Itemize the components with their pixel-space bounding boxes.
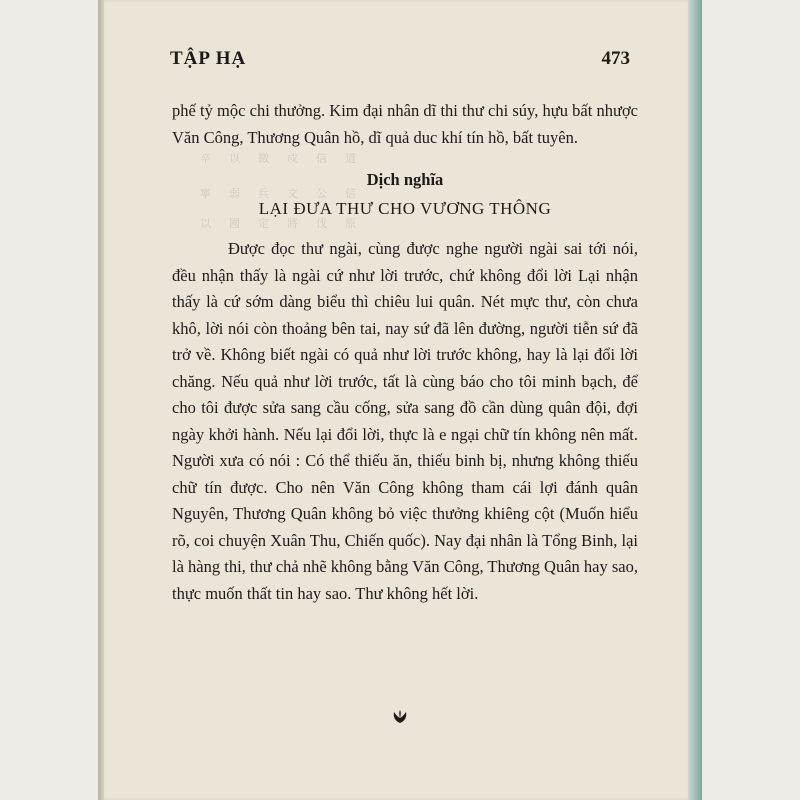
- page-number: 473: [601, 48, 630, 69]
- show-through-text: 卒 以 徵 戍 信 道: [200, 152, 356, 165]
- section-title: LẠI ĐƯA THƯ CHO VƯƠNG THÔNG: [258, 198, 552, 218]
- page-edge: [688, 0, 702, 800]
- intro-paragraph: phế tỷ mộc chi thưởng. Kim đại nhân dĩ thi thư chi súy, hựu bất nhược Văn Công, Thương Quân hồ, dĩ quả duc khí tín hồ, bất tuyên.: [172, 101, 638, 147]
- translation-paragraph: Được đọc thư ngài, cùng được nghe người ngài sai tới nói, đều nhận thấy là ngài cứ như lời trước, chứ không đổi lời Lại nhận thấy là cứ sớm dàng biểu thì chiêu lui quân. Nét mực thư, còn chưa khô, lời nói còn thoảng bên tai, nay sứ đã lên đường, người tiễn sứ đã trở về. Không biết ngài có quả như lời trước không, hay là lại đổi lời chăng. Nếu quả như lời trước, tất là cùng báo cho tôi minh bạch, để cho tôi được sửa sang cầu cống, sửa sang đồ cần dùng quân đội, đợi ngày khởi hành. Nếu lại đổi lời, thực là e ngại chữ tín không nên mất. Người xưa có nói : Có thể thiếu ăn, thiếu binh bị, nhưng không thiếu chữ tín được. Cho nên Văn Công không tham cái lợi đánh quân Nguyên, Thương Quân không bỏ việc thưởng khiêng cột (Muốn hiểu rõ, coi chuyện Xuân Thu, Chiến quốc). Nay đại nhân là Tổng Binh, lại là hàng thi, thư chả nhẽ không bằng Văn Công, Thương Quân hay sao, thực muốn thất tin hay sao. Thư không hết lời.: [172, 239, 638, 603]
- section-label: Dịch nghĩa: [366, 170, 444, 189]
- page-body: [172, 98, 638, 607]
- show-through-text: 以 國 定 將 伐 原: [200, 217, 356, 230]
- floral-ornament-icon: [391, 708, 409, 726]
- page-header: [170, 48, 630, 72]
- running-title: TẬP HẠ: [170, 48, 247, 69]
- show-through-text: 寧 弱 兵 文 公 信: [200, 187, 356, 200]
